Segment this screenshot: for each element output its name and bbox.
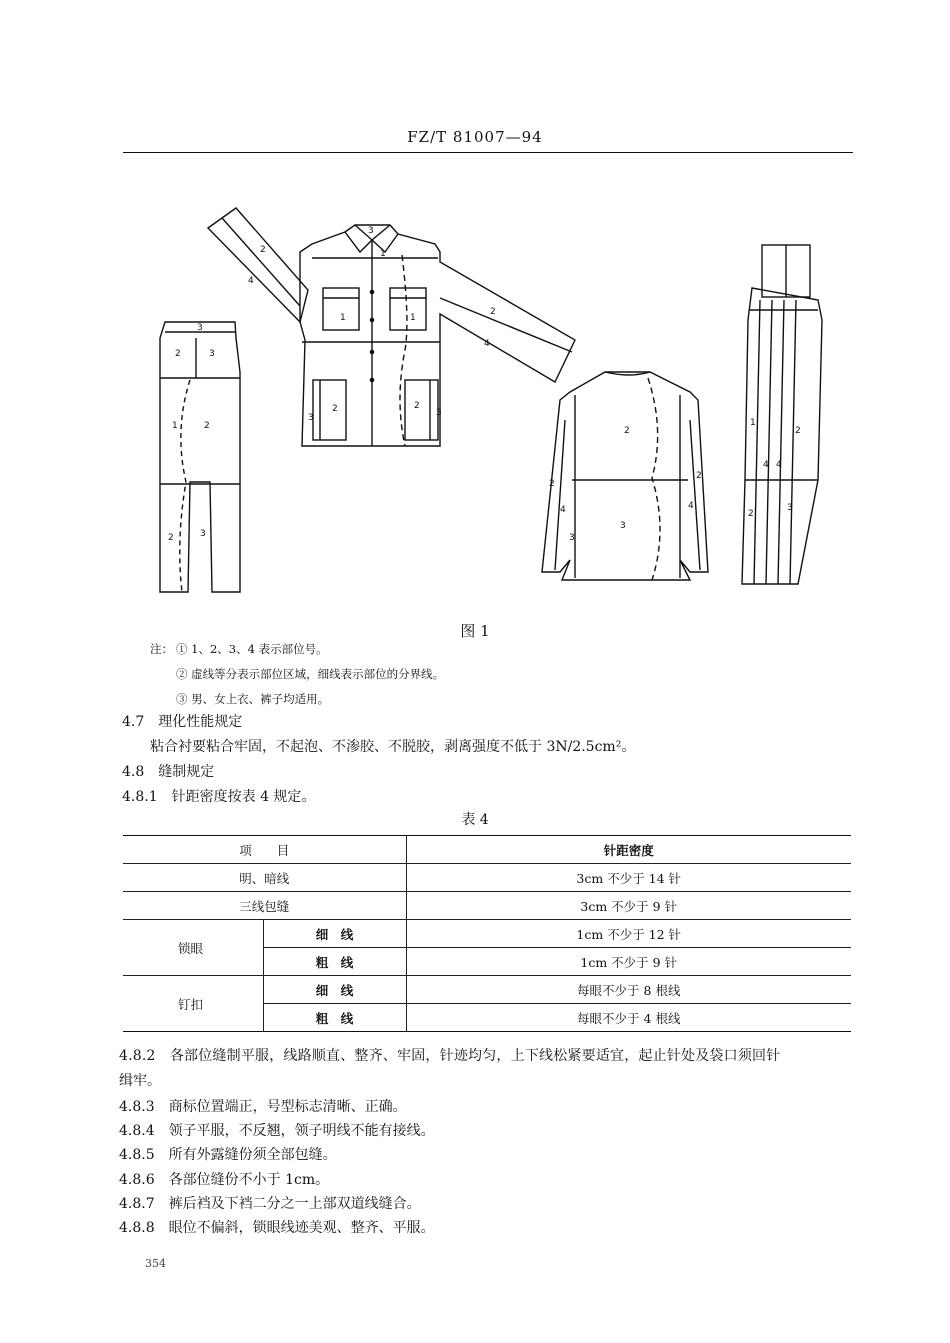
table-row <box>123 892 851 920</box>
notes-prefix: 注： <box>150 642 173 656</box>
section-4-8-title: 4.8 缝制规定 <box>122 764 215 780</box>
table-cell-group-label: 锁眼 <box>178 940 204 956</box>
region-number: 2 <box>332 404 338 414</box>
region-number: 2 <box>490 307 496 317</box>
region-number: 2 <box>168 533 174 543</box>
region-number: 3 <box>308 413 314 423</box>
table-row <box>123 920 851 948</box>
region-number: 2 <box>414 401 420 411</box>
region-number: 3 <box>197 323 203 333</box>
page-number: 354 <box>145 1257 166 1270</box>
figure-caption: 图 1 <box>460 622 490 640</box>
note-item: ① 1、2、3、4 表示部位号。 <box>176 642 328 656</box>
clause-4-8-7: 4.8.7 裤后裆及下裆二分之一上部双道线缝合。 <box>119 1196 421 1212</box>
clause-4-8-4: 4.8.4 领子平服，不反翘，领子明线不能有接线。 <box>119 1123 435 1139</box>
region-number: 1 <box>380 249 386 259</box>
table-cell-sub: 细 线 <box>263 920 406 948</box>
region-number: 4 <box>688 501 694 511</box>
table-header-row <box>123 836 851 864</box>
clause-4-8-8: 4.8.8 眼位不偏斜，锁眼线迹美观、整齐、平服。 <box>119 1220 435 1236</box>
region-number: 3 <box>200 529 206 539</box>
region-number: 3 <box>209 349 215 359</box>
trousers-side-figure <box>742 245 822 584</box>
table-cell-sub: 粗 线 <box>263 948 406 976</box>
region-number: 2 <box>696 471 702 481</box>
region-number: 4 <box>763 460 769 470</box>
region-number: 3 <box>368 226 374 236</box>
table-cell-sub: 粗 线 <box>263 1004 406 1032</box>
region-number: 4 <box>560 505 566 515</box>
clause-4-8-5: 4.8.5 所有外露缝份须全部包缝。 <box>119 1147 337 1163</box>
region-number: 3 <box>620 521 626 531</box>
standard-code-header: FZ/T 81007—94 <box>407 128 543 146</box>
clause-4-8-6: 4.8.6 各部位缝份不小于 1cm。 <box>119 1172 330 1188</box>
table-header-item: 项 目 <box>239 842 290 858</box>
table-cell-value: 每眼不少于 4 根线 <box>406 1004 851 1032</box>
region-number: 3 <box>569 533 575 543</box>
region-number: 1 <box>172 421 178 431</box>
clause-4-8-2-continued: 缉牢。 <box>119 1073 161 1089</box>
table-cell-group-label: 钉扣 <box>178 996 204 1012</box>
table-cell-value: 1cm 不少于 12 针 <box>406 920 851 948</box>
table-cell-label: 明、暗线 <box>239 870 290 886</box>
region-number: 4 <box>776 460 782 470</box>
table-cell-value: 1cm 不少于 9 针 <box>406 948 851 976</box>
clause-4-8-3: 4.8.3 商标位置端正，号型标志清晰、正确。 <box>119 1099 407 1115</box>
table-header-density: 针距密度 <box>406 836 851 864</box>
table-cell-value: 3cm 不少于 14 针 <box>406 864 851 892</box>
region-number: 2 <box>260 245 266 255</box>
header-rule <box>123 152 853 153</box>
jacket-front-figure <box>208 208 575 446</box>
region-number: 3 <box>436 408 442 418</box>
region-number: 2 <box>175 349 181 359</box>
region-number: 1 <box>340 313 346 323</box>
trousers-front-figure <box>160 322 240 592</box>
section-4-7-text: 粘合衬要粘合牢固，不起泡、不渗胶、不脱胶，剥离强度不低于 3N/2.5cm²。 <box>150 739 636 755</box>
region-number: 2 <box>624 426 630 436</box>
region-number: 4 <box>248 276 254 286</box>
region-number: 2 <box>748 509 754 519</box>
note-item: ③ 男、女上衣、裤子均适用。 <box>176 692 330 706</box>
table-cell-sub: 细 线 <box>263 976 406 1004</box>
clause-4-8-1: 4.8.1 针距密度按表 4 规定。 <box>122 789 316 805</box>
section-4-7-title: 4.7 理化性能规定 <box>122 714 243 730</box>
note-item: ② 虚线等分表示部位区域，细线表示部位的分界线。 <box>176 667 445 681</box>
table-cell-value: 3cm 不少于 9 针 <box>406 892 851 920</box>
jacket-back-figure <box>542 372 708 580</box>
table-cell-label: 三线包缝 <box>239 898 290 914</box>
region-number: 2 <box>549 479 555 489</box>
table-row <box>123 864 851 892</box>
region-number: 1 <box>410 313 416 323</box>
garment-region-diagram <box>150 195 830 595</box>
clause-4-8-2: 4.8.2 各部位缝制平服，线路顺直、整齐、牢固，针迹均匀，上下线松紧要适宜，起止针处及袋口须回针 <box>119 1048 781 1064</box>
table-caption: 表 4 <box>461 812 489 828</box>
region-number: 1 <box>750 418 756 428</box>
region-number: 2 <box>795 426 801 436</box>
region-number: 3 <box>787 503 793 513</box>
stitch-density-table <box>123 835 851 1032</box>
table-cell-value: 每眼不少于 8 根线 <box>406 976 851 1004</box>
region-number: 4 <box>484 339 490 349</box>
region-number: 2 <box>204 421 210 431</box>
table-row <box>123 976 851 1004</box>
